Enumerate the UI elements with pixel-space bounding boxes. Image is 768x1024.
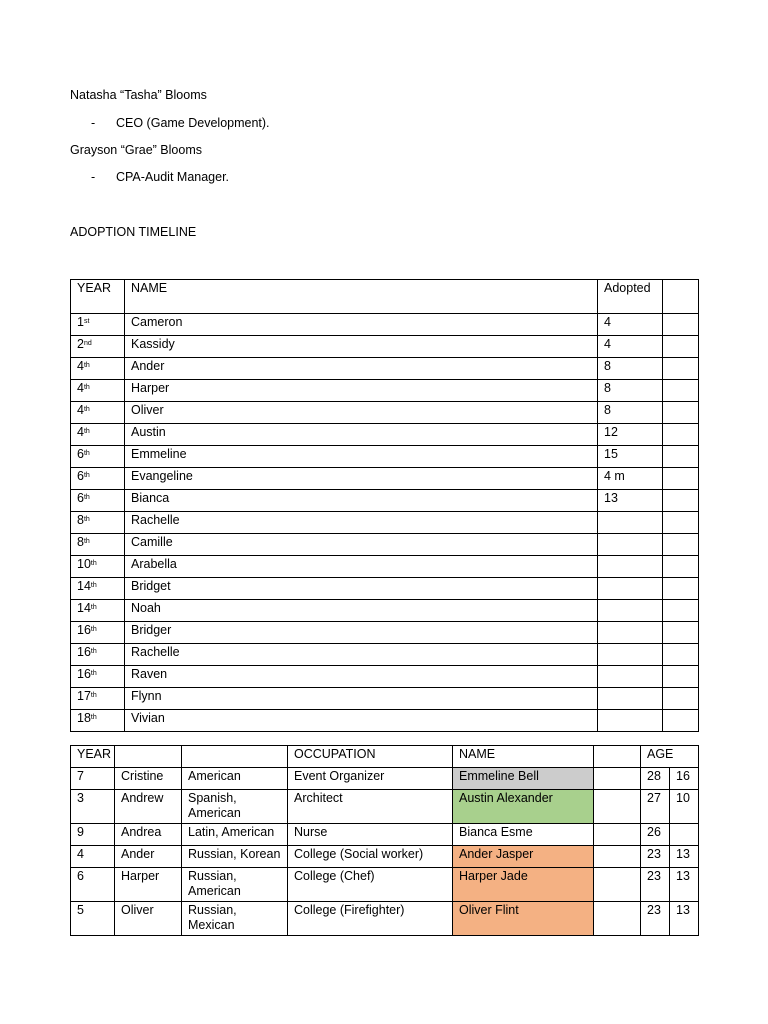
ordinal-suffix: th xyxy=(90,560,97,567)
year-cell xyxy=(71,336,125,358)
table-row xyxy=(71,600,699,622)
age-cell: 26 xyxy=(641,824,670,846)
table-row xyxy=(71,446,699,468)
extra-cell xyxy=(663,666,699,688)
age-cell: 23 xyxy=(641,846,670,868)
table-row xyxy=(71,768,699,790)
first-name-cell: Ander xyxy=(115,846,182,868)
year-number: 14 xyxy=(77,601,91,615)
blank-cell xyxy=(594,902,641,936)
ordinal-suffix: th xyxy=(90,604,97,611)
header-blank xyxy=(115,746,182,768)
table-row xyxy=(71,336,699,358)
extra-cell xyxy=(663,402,699,424)
name-cell: Cameron xyxy=(125,314,598,336)
first-name-cell: Andrew xyxy=(115,790,182,824)
year-cell: 9 xyxy=(71,824,115,846)
year-cell: 7 xyxy=(71,768,115,790)
extra-cell xyxy=(663,336,699,358)
name-cell: Kassidy xyxy=(125,336,598,358)
year-number: 6 xyxy=(77,491,84,505)
header-blank xyxy=(670,746,699,768)
age-cell: 10 xyxy=(670,790,699,824)
name-cell: Raven xyxy=(125,666,598,688)
table-row xyxy=(71,556,699,578)
year-number: 4 xyxy=(77,359,84,373)
adopted-cell xyxy=(598,644,663,666)
header-name: NAME xyxy=(453,746,594,768)
table-row xyxy=(71,402,699,424)
ordinal-suffix: th xyxy=(90,714,97,721)
bullet-dash: - xyxy=(91,116,96,130)
name-cell: Rachelle xyxy=(125,512,598,534)
ordinal-suffix: th xyxy=(83,538,90,545)
year-cell xyxy=(71,578,125,600)
year-cell: 4 xyxy=(71,846,115,868)
ordinal-suffix: th xyxy=(83,384,90,391)
table-row xyxy=(71,868,699,902)
adopted-cell: 12 xyxy=(598,424,663,446)
table-row xyxy=(71,644,699,666)
occupation-cell: Architect xyxy=(288,790,453,824)
adopted-cell: 4 xyxy=(598,336,663,358)
adopted-cell: 15 xyxy=(598,446,663,468)
year-cell xyxy=(71,490,125,512)
blank-cell xyxy=(594,768,641,790)
year-number: 17 xyxy=(77,689,91,703)
table-row xyxy=(71,512,699,534)
header-blank xyxy=(182,746,288,768)
year-number: 18 xyxy=(77,711,91,725)
adopted-cell xyxy=(598,534,663,556)
table-header-row xyxy=(71,746,699,768)
name-cell: Emmeline xyxy=(125,446,598,468)
adopted-cell xyxy=(598,512,663,534)
child-name-cell: Emmeline Bell xyxy=(453,768,594,790)
name-cell: Bianca xyxy=(125,490,598,512)
person-name-1: Natasha “Tasha” Blooms xyxy=(70,88,207,102)
name-cell: Harper xyxy=(125,380,598,402)
adopted-cell: 8 xyxy=(598,402,663,424)
extra-cell xyxy=(663,600,699,622)
ordinal-suffix: th xyxy=(83,494,90,501)
table-row xyxy=(71,790,699,824)
adoption-timeline-table xyxy=(70,279,699,732)
table-row xyxy=(71,490,699,512)
adopted-cell: 13 xyxy=(598,490,663,512)
blank-cell xyxy=(594,790,641,824)
year-number: 16 xyxy=(77,667,91,681)
ordinal-suffix: th xyxy=(83,428,90,435)
name-cell: Camille xyxy=(125,534,598,556)
extra-cell xyxy=(663,424,699,446)
year-cell xyxy=(71,512,125,534)
child-name-cell: Austin Alexander xyxy=(453,790,594,824)
occupation-cell: Event Organizer xyxy=(288,768,453,790)
year-cell xyxy=(71,688,125,710)
name-cell: Noah xyxy=(125,600,598,622)
age-cell: 13 xyxy=(670,902,699,936)
year-cell xyxy=(71,468,125,490)
adopted-cell: 4 m xyxy=(598,468,663,490)
extra-cell xyxy=(663,358,699,380)
adopted-cell xyxy=(598,556,663,578)
table-row xyxy=(71,824,699,846)
occupation-cell: College (Social worker) xyxy=(288,846,453,868)
year-cell xyxy=(71,666,125,688)
person-detail-2 xyxy=(91,170,230,184)
age-cell: 28 xyxy=(641,768,670,790)
name-cell: Vivian xyxy=(125,710,598,732)
year-number: 8 xyxy=(77,535,84,549)
extra-cell xyxy=(663,380,699,402)
year-number: 6 xyxy=(77,469,84,483)
year-number: 4 xyxy=(77,425,84,439)
extra-cell xyxy=(663,534,699,556)
year-cell xyxy=(71,600,125,622)
heritage-cell: Russian, American xyxy=(182,868,288,902)
occupation-cell: College (Firefighter) xyxy=(288,902,453,936)
year-cell xyxy=(71,358,125,380)
table-row xyxy=(71,846,699,868)
extra-cell xyxy=(663,556,699,578)
year-cell xyxy=(71,380,125,402)
age-cell xyxy=(670,824,699,846)
adopted-cell: 8 xyxy=(598,358,663,380)
table-row xyxy=(71,358,699,380)
ordinal-suffix: th xyxy=(90,692,97,699)
name-cell: Ander xyxy=(125,358,598,380)
extra-cell xyxy=(663,490,699,512)
header-blank xyxy=(594,746,641,768)
blank-cell xyxy=(594,846,641,868)
extra-cell xyxy=(663,710,699,732)
year-cell xyxy=(71,644,125,666)
ordinal-suffix: th xyxy=(83,472,90,479)
adopted-cell: 4 xyxy=(598,314,663,336)
heritage-cell: Latin, American xyxy=(182,824,288,846)
header-name: NAME xyxy=(125,280,598,314)
header-age: AGE xyxy=(641,746,670,768)
name-cell: Bridger xyxy=(125,622,598,644)
first-name-cell: Oliver xyxy=(115,902,182,936)
year-cell xyxy=(71,622,125,644)
table-row xyxy=(71,710,699,732)
year-cell xyxy=(71,556,125,578)
year-number: 16 xyxy=(77,645,91,659)
year-number: 2 xyxy=(77,337,84,351)
year-number: 4 xyxy=(77,403,84,417)
year-cell: 3 xyxy=(71,790,115,824)
person-detail-text: CPA-Audit Manager. xyxy=(116,170,230,184)
extra-cell xyxy=(663,622,699,644)
extra-cell xyxy=(663,644,699,666)
table-row xyxy=(71,534,699,556)
header-adopted: Adopted xyxy=(598,280,663,314)
occupation-cell: College (Chef) xyxy=(288,868,453,902)
age-cell: 13 xyxy=(670,868,699,902)
bullet-dash: - xyxy=(91,170,96,184)
person-detail-text: CEO (Game Development). xyxy=(116,116,270,130)
details-table-body xyxy=(71,768,699,936)
first-name-cell: Harper xyxy=(115,868,182,902)
table-row xyxy=(71,578,699,600)
heritage-cell: Spanish, American xyxy=(182,790,288,824)
name-cell: Arabella xyxy=(125,556,598,578)
table-row xyxy=(71,666,699,688)
year-cell: 5 xyxy=(71,902,115,936)
header-year: YEAR xyxy=(71,280,125,314)
table-row xyxy=(71,380,699,402)
ordinal-suffix: th xyxy=(90,670,97,677)
year-number: 6 xyxy=(77,447,84,461)
year-number: 4 xyxy=(77,381,84,395)
year-cell xyxy=(71,314,125,336)
person-name-2: Grayson “Grae” Blooms xyxy=(70,143,202,157)
year-cell xyxy=(71,424,125,446)
first-name-cell: Andrea xyxy=(115,824,182,846)
year-number: 14 xyxy=(77,579,91,593)
table-row xyxy=(71,902,699,936)
year-cell xyxy=(71,710,125,732)
year-number: 16 xyxy=(77,623,91,637)
adopted-cell xyxy=(598,622,663,644)
extra-cell xyxy=(663,578,699,600)
heritage-cell: Russian, Mexican xyxy=(182,902,288,936)
blank-cell xyxy=(594,824,641,846)
extra-cell xyxy=(663,314,699,336)
timeline-table-body xyxy=(71,314,699,732)
extra-cell xyxy=(663,688,699,710)
extra-cell xyxy=(663,446,699,468)
table-row xyxy=(71,424,699,446)
blank-cell xyxy=(594,868,641,902)
year-cell: 6 xyxy=(71,868,115,902)
ordinal-suffix: st xyxy=(83,318,90,325)
age-cell: 27 xyxy=(641,790,670,824)
adopted-cell: 8 xyxy=(598,380,663,402)
name-cell: Rachelle xyxy=(125,644,598,666)
heritage-cell: Russian, Korean xyxy=(182,846,288,868)
adopted-cell xyxy=(598,710,663,732)
year-cell xyxy=(71,534,125,556)
name-cell: Flynn xyxy=(125,688,598,710)
ordinal-suffix: th xyxy=(90,648,97,655)
year-cell xyxy=(71,402,125,424)
year-number: 10 xyxy=(77,557,91,571)
year-number: 1 xyxy=(77,315,84,329)
name-cell: Evangeline xyxy=(125,468,598,490)
details-table xyxy=(70,745,699,936)
year-number: 8 xyxy=(77,513,84,527)
age-cell: 16 xyxy=(670,768,699,790)
header-year: YEAR xyxy=(71,746,115,768)
child-name-cell: Harper Jade xyxy=(453,868,594,902)
header-occupation: OCCUPATION xyxy=(288,746,453,768)
first-name-cell: Cristine xyxy=(115,768,182,790)
header-extra xyxy=(663,280,699,314)
person-detail-1 xyxy=(91,116,270,130)
heritage-cell: American xyxy=(182,768,288,790)
table-row xyxy=(71,468,699,490)
table-row xyxy=(71,314,699,336)
adopted-cell xyxy=(598,666,663,688)
ordinal-suffix: th xyxy=(90,582,97,589)
age-cell: 13 xyxy=(670,846,699,868)
age-cell: 23 xyxy=(641,868,670,902)
adopted-cell xyxy=(598,688,663,710)
ordinal-suffix: th xyxy=(83,450,90,457)
ordinal-suffix: th xyxy=(83,516,90,523)
table-row xyxy=(71,622,699,644)
adopted-cell xyxy=(598,578,663,600)
timeline-heading: ADOPTION TIMELINE xyxy=(70,225,197,239)
child-name-cell: Ander Jasper xyxy=(453,846,594,868)
ordinal-suffix: th xyxy=(83,406,90,413)
ordinal-suffix: th xyxy=(90,626,97,633)
extra-cell xyxy=(663,468,699,490)
child-name-cell: Oliver Flint xyxy=(453,902,594,936)
name-cell: Bridget xyxy=(125,578,598,600)
adopted-cell xyxy=(598,600,663,622)
ordinal-suffix: th xyxy=(83,362,90,369)
child-name-cell: Bianca Esme xyxy=(453,824,594,846)
year-cell xyxy=(71,446,125,468)
ordinal-suffix: nd xyxy=(83,340,92,347)
name-cell: Austin xyxy=(125,424,598,446)
age-cell: 23 xyxy=(641,902,670,936)
table-row xyxy=(71,688,699,710)
occupation-cell: Nurse xyxy=(288,824,453,846)
name-cell: Oliver xyxy=(125,402,598,424)
table-header-row xyxy=(71,280,699,314)
extra-cell xyxy=(663,512,699,534)
